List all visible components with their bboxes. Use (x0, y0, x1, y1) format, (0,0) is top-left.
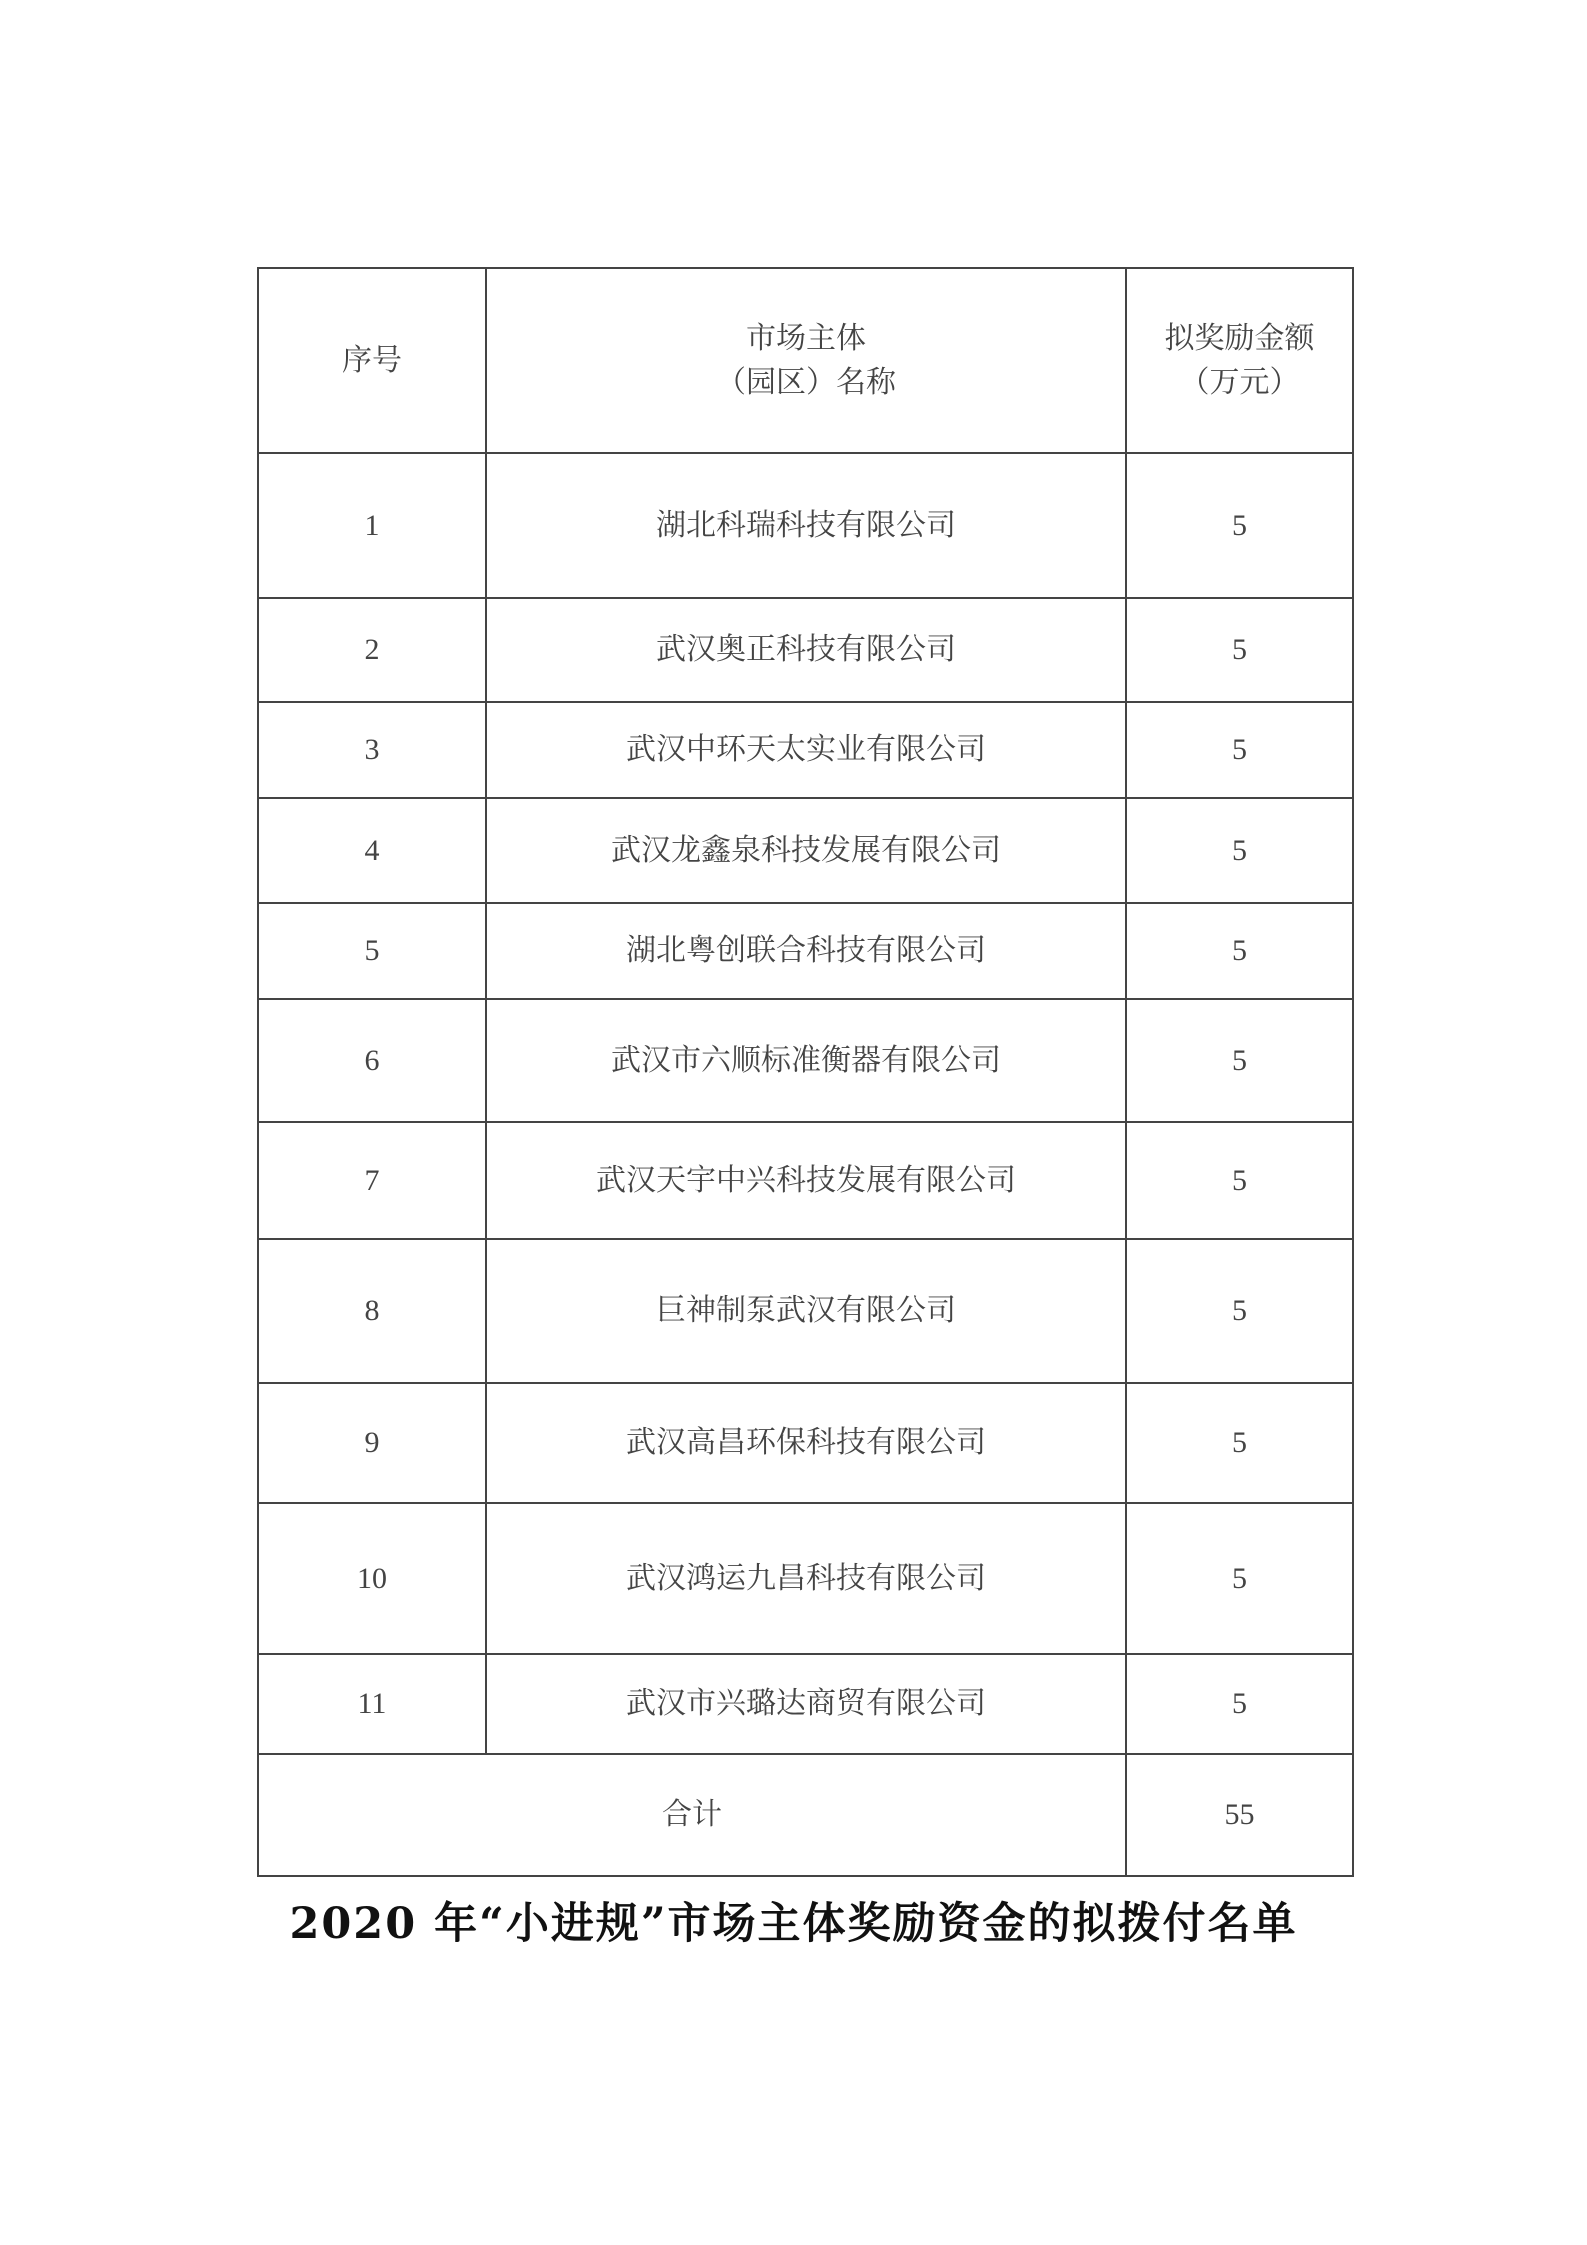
table-row (258, 999, 1353, 1122)
header-name (486, 268, 1126, 453)
row-name: 武汉天宇中兴科技发展有限公司 (486, 1122, 1126, 1239)
row-index: 8 (258, 1239, 486, 1383)
header-amount-line1: 拟奖励金额 (1164, 321, 1315, 356)
row-index: 6 (258, 999, 486, 1122)
row-index: 1 (258, 453, 486, 598)
header-name-line2: （园区）名称 (716, 364, 896, 400)
row-name: 武汉市兴璐达商贸有限公司 (486, 1654, 1126, 1754)
row-name: 武汉奥正科技有限公司 (486, 598, 1126, 702)
table-row (258, 1383, 1353, 1503)
header-amount (1126, 268, 1353, 453)
row-amount: 5 (1126, 598, 1353, 702)
total-label: 合计 (258, 1754, 1126, 1876)
award-table (257, 267, 1354, 1877)
row-amount: 5 (1126, 798, 1353, 903)
row-index: 5 (258, 903, 486, 999)
row-index: 3 (258, 702, 486, 798)
row-amount: 5 (1126, 1122, 1353, 1239)
table-row (258, 1654, 1353, 1754)
table-row (258, 1122, 1353, 1239)
row-amount: 5 (1126, 999, 1353, 1122)
table-row (258, 903, 1353, 999)
row-index: 2 (258, 598, 486, 702)
row-index: 10 (258, 1503, 486, 1654)
table-row (258, 1239, 1353, 1383)
row-index: 7 (258, 1122, 486, 1239)
row-amount: 5 (1126, 1654, 1353, 1754)
row-name: 武汉龙鑫泉科技发展有限公司 (486, 798, 1126, 903)
row-name: 巨神制泵武汉有限公司 (486, 1239, 1126, 1383)
header-amount-line2: （万元） (1179, 364, 1300, 400)
table-row (258, 798, 1353, 903)
row-name: 武汉市六顺标准衡器有限公司 (486, 999, 1126, 1122)
row-index: 9 (258, 1383, 486, 1503)
row-amount: 5 (1126, 1503, 1353, 1654)
total-amount: 55 (1126, 1754, 1353, 1876)
row-name: 武汉高昌环保科技有限公司 (486, 1383, 1126, 1503)
table-row (258, 453, 1353, 598)
document-title: 2020 年“小进规”市场主体奖励资金的拟拨付名单 (289, 1899, 1298, 1949)
row-index: 4 (258, 798, 486, 903)
row-name: 湖北科瑞科技有限公司 (486, 453, 1126, 598)
header-index (258, 268, 486, 453)
table-row (258, 1503, 1353, 1654)
row-amount: 5 (1126, 1383, 1353, 1503)
table-row (258, 598, 1353, 702)
header-name-line1: 市场主体 (746, 321, 866, 356)
row-amount: 5 (1126, 1239, 1353, 1383)
row-amount: 5 (1126, 702, 1353, 798)
row-index: 11 (258, 1654, 486, 1754)
row-name: 湖北粤创联合科技有限公司 (486, 903, 1126, 999)
table-row (258, 702, 1353, 798)
row-name: 武汉中环天太实业有限公司 (486, 702, 1126, 798)
table-header-row (258, 268, 1353, 453)
row-name: 武汉鸿运九昌科技有限公司 (486, 1503, 1126, 1654)
table-total-row (258, 1754, 1353, 1876)
row-amount: 5 (1126, 903, 1353, 999)
row-amount: 5 (1126, 453, 1353, 598)
header-index-label: 序号 (342, 342, 402, 378)
